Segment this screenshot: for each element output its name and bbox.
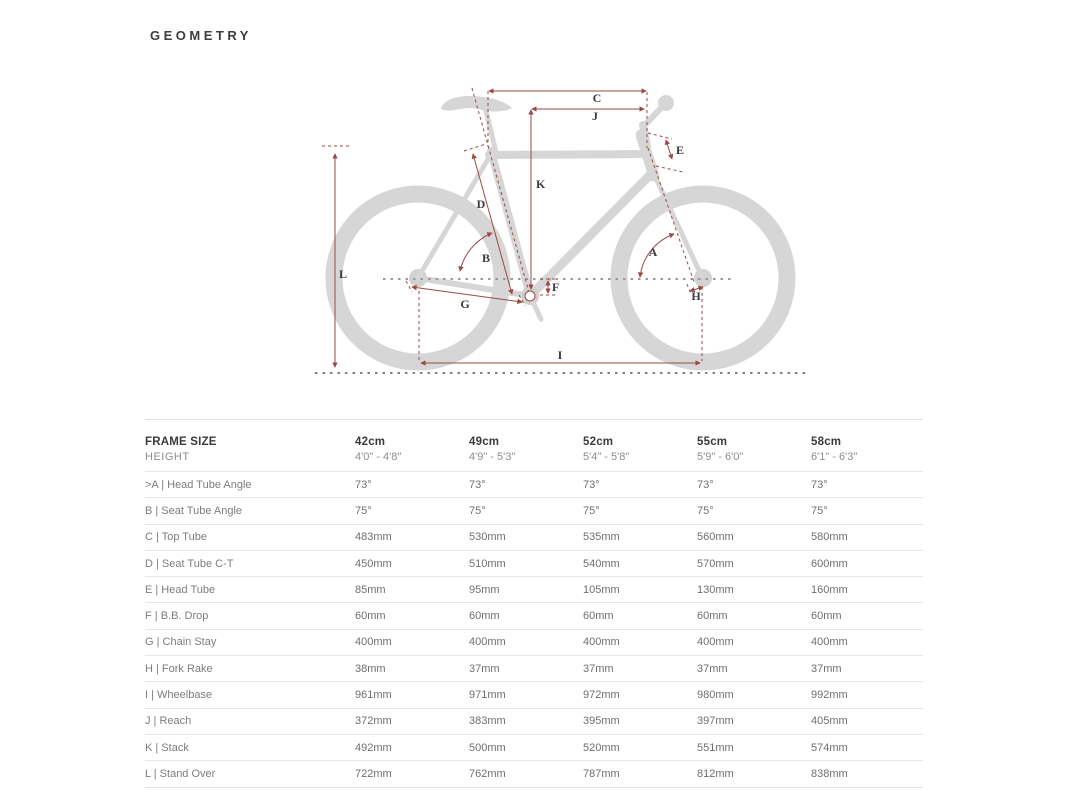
row-value: 510mm (469, 557, 506, 570)
dim-label-j: J (592, 109, 598, 123)
row-value: 405mm (811, 715, 848, 728)
row-value: 37mm (697, 662, 728, 675)
row-value: 75° (469, 504, 486, 517)
row-value: 73° (355, 478, 372, 491)
row-value: 971mm (469, 689, 506, 702)
table-row (145, 760, 923, 786)
row-value: 60mm (355, 610, 386, 623)
row-value: 400mm (697, 636, 734, 649)
row-value: 73° (811, 478, 828, 491)
table-row (145, 708, 923, 734)
table-row (145, 576, 923, 602)
row-value: 60mm (583, 610, 614, 623)
row-value: 722mm (355, 767, 392, 780)
row-value: 60mm (697, 610, 728, 623)
row-value: 75° (583, 504, 600, 517)
top-tube (489, 154, 647, 155)
table-row (145, 602, 923, 628)
row-value: 540mm (583, 557, 620, 570)
row-value: 6'1" - 6'3" (811, 451, 858, 463)
row-value: 4'0" - 4'8" (355, 451, 402, 463)
row-value: 483mm (355, 531, 392, 544)
row-value: 60mm (811, 610, 842, 623)
row-value: 73° (469, 478, 486, 491)
table-header-row (145, 420, 923, 451)
row-value: 75° (355, 504, 372, 517)
row-label: B | Seat Tube Angle (145, 504, 243, 517)
row-label: K | Stack (145, 741, 189, 754)
row-value: 397mm (697, 715, 734, 728)
bike-diagram-svg (295, 75, 855, 395)
dim-label-c: C (592, 91, 602, 105)
dim-label-a: A (648, 245, 658, 259)
row-value: 4'9" - 5'3" (469, 451, 516, 463)
row-value: 38mm (355, 662, 386, 675)
row-label: J | Reach (145, 715, 192, 728)
row-value: 73° (583, 478, 600, 491)
table-row (145, 734, 923, 760)
row-label: >A | Head Tube Angle (145, 478, 252, 491)
row-label: E | Head Tube (145, 583, 216, 596)
dim-label-i: I (557, 348, 563, 362)
row-value: 37mm (469, 662, 500, 675)
dim-label-h: H (691, 289, 701, 303)
row-value: 600mm (811, 557, 848, 570)
header-size-42: 42cm (355, 436, 386, 448)
table-row (145, 497, 923, 523)
row-value: 560mm (697, 531, 734, 544)
row-value: 5'4" - 5'8" (583, 451, 630, 463)
dim-label-g: G (460, 297, 470, 311)
row-label: HEIGHT (145, 451, 190, 463)
row-value: 75° (697, 504, 714, 517)
table-row (145, 471, 923, 497)
table-row (145, 550, 923, 576)
dim-label-b: B (481, 251, 491, 265)
head-tube-top-tick (648, 133, 672, 139)
header-size-49: 49cm (469, 436, 500, 448)
row-value: 992mm (811, 689, 848, 702)
table-row (145, 681, 923, 707)
row-label: G | Chain Stay (145, 636, 217, 649)
row-label: F | B.B. Drop (145, 610, 209, 623)
row-value: 160mm (811, 583, 848, 596)
row-value: 551mm (697, 741, 734, 754)
row-label: L | Stand Over (145, 767, 216, 780)
row-value: 972mm (583, 689, 620, 702)
header-frame-size: FRAME SIZE (145, 436, 217, 448)
geometry-table (145, 419, 923, 788)
row-value: 520mm (583, 741, 620, 754)
row-value: 400mm (469, 636, 506, 649)
row-value: 535mm (583, 531, 620, 544)
row-value: 980mm (697, 689, 734, 702)
row-label: C | Top Tube (145, 531, 207, 544)
row-value: 450mm (355, 557, 392, 570)
head-tube-bottom-tick (656, 166, 683, 172)
row-value: 383mm (469, 715, 506, 728)
row-value: 37mm (811, 662, 842, 675)
row-value: 95mm (469, 583, 500, 596)
row-label: H | Fork Rake (145, 662, 213, 675)
table-body (145, 471, 923, 787)
table-row (145, 524, 923, 550)
row-value: 530mm (469, 531, 506, 544)
dim-label-d: D (476, 197, 486, 211)
header-size-58: 58cm (811, 436, 842, 448)
row-value: 372mm (355, 715, 392, 728)
row-value: 961mm (355, 689, 392, 702)
bb-center-marker (525, 291, 535, 301)
row-value: 580mm (811, 531, 848, 544)
table-row (145, 655, 923, 681)
row-value: 400mm (811, 636, 848, 649)
chain-stay-tube (418, 278, 531, 296)
dim-head-tube-E (666, 140, 672, 159)
row-value: 838mm (811, 767, 848, 780)
row-value: 400mm (583, 636, 620, 649)
seat-post (485, 107, 496, 152)
row-value: 37mm (583, 662, 614, 675)
table-row-height (145, 451, 923, 471)
row-value: 812mm (697, 767, 734, 780)
row-value: 5'9" - 6'0" (697, 451, 744, 463)
row-value: 73° (697, 478, 714, 491)
header-size-55: 55cm (697, 436, 728, 448)
row-value: 400mm (355, 636, 392, 649)
handlebar-end (658, 95, 674, 111)
row-value: 60mm (469, 610, 500, 623)
seat-cluster-tick (464, 144, 486, 151)
row-label: I | Wheelbase (145, 689, 213, 702)
row-label: D | Seat Tube C-T (145, 557, 234, 570)
row-value: 105mm (583, 583, 620, 596)
row-value: 492mm (355, 741, 392, 754)
row-value: 75° (811, 504, 828, 517)
table-row (145, 629, 923, 655)
dim-label-l: L (339, 267, 348, 281)
row-value: 395mm (583, 715, 620, 728)
bike-geometry-diagram (295, 75, 855, 395)
row-value: 574mm (811, 741, 848, 754)
row-value: 762mm (469, 767, 506, 780)
row-value: 570mm (697, 557, 734, 570)
header-size-52: 52cm (583, 436, 614, 448)
dim-label-e: E (676, 143, 685, 157)
page-title: GEOMETRY (150, 28, 252, 43)
dim-label-k: K (536, 177, 546, 191)
row-value: 130mm (697, 583, 734, 596)
handlebar (643, 106, 663, 127)
row-value: 85mm (355, 583, 386, 596)
bike-silhouette (334, 95, 787, 362)
dim-label-f: F (552, 280, 560, 294)
row-value: 500mm (469, 741, 506, 754)
row-value: 787mm (583, 767, 620, 780)
saddle (441, 96, 512, 112)
